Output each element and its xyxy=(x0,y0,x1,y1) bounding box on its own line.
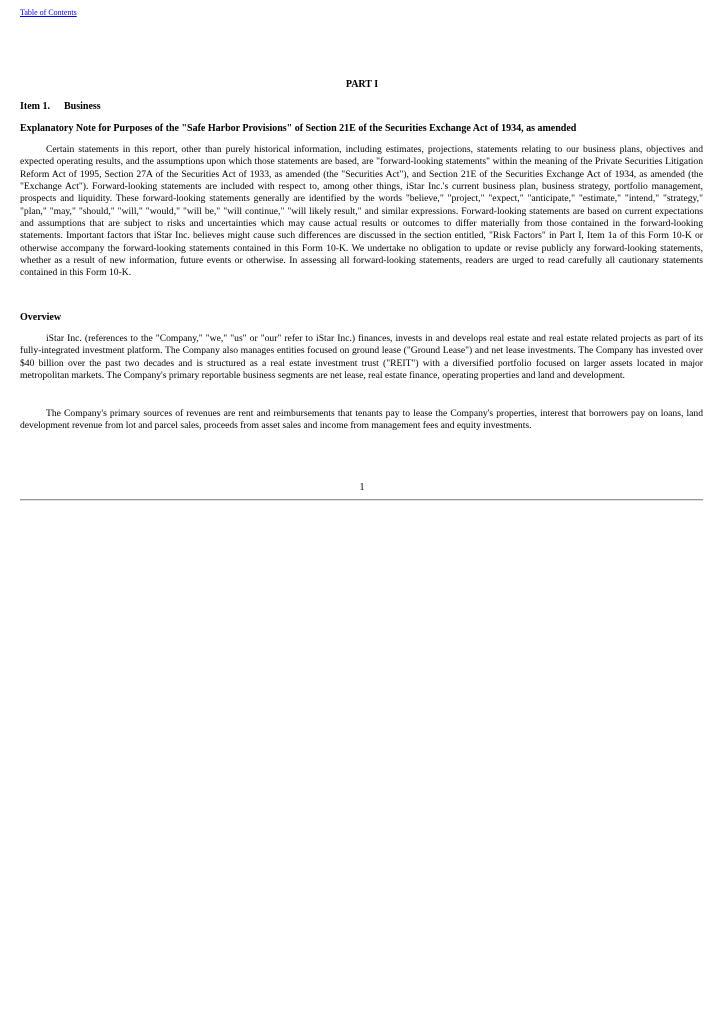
explanatory-note-heading: Explanatory Note for Purposes of the "Safe Harbor Provisions" of Section 21E of the Securities Exchange Act of 1934, as amended xyxy=(20,123,577,134)
overview-paragraph: iStar Inc. (references to the "Company," "we," "us" or "our" refer to iStar Inc.) finances, invests in and develops real estate and real estate related projects as part of its fully-integrated investment platform. The Company also manages entities focused on ground lease ("Ground Lease") and net lease investments. The Company has invested over $40 billion over the past two decades and is structured as a real estate investment trust ("REIT") with a diversified portfolio focused on larger assets located in major metropolitan markets. The Company's primary reportable business segments are net lease, real estate finance, operating properties and land and development. xyxy=(20,333,703,382)
table-of-contents-link[interactable]: Table of Contents xyxy=(20,8,77,17)
item-heading xyxy=(20,101,101,112)
page-number: 1 xyxy=(359,482,365,493)
forward-looking-paragraph: Certain statements in this report, other than purely historical information, including estimates, projections, statements relating to our business plans, objectives and expected operating results, and the assumptions upon which those statements are based, are "forward-looking statements" within the meaning of the Private Securities Litigation Reform Act of 1995, Section 27A of the Securities Act of 1933, as amended (the "Securities Act"), and Section 21E of the Securities Exchange Act of 1934, as amended (the "Exchange Act"). Forward-looking statements are included with respect to, among other things, iStar Inc.'s current business plan, business strategy, portfolio management, prospects and liquidity. These forward-looking statements generally are identified by the words "believe," "project," "expect," "anticipate," "estimate," "intend," "strategy," "plan," "may," "should," "will," "would," "will be," "will continue," "will likely result," and similar expressions. Forward-looking statements are based on current expectations and assumptions that are subject to risks and uncertainties which may cause actual results or outcomes to differ materially from those contained in the forward-looking statements. Important factors that iStar Inc. believes might cause such differences are discussed in the section entitled, "Risk Factors" in Part I, Item 1a of this Form 10-K or otherwise accompany the forward-looking statements contained in this Form 10-K. We undertake no obligation to update or revise publicly any forward-looking statements, whether as a result of new information, future events or otherwise. In assessing all forward-looking statements, readers are urged to read carefully all cautionary statements contained in this Form 10-K. xyxy=(20,144,703,279)
revenue-sources-paragraph: The Company's primary sources of revenues are rent and reimbursements that tenants pay to lease the Company's properties, interest that borrowers pay on loans, land development revenue from lot and parcel sales, proceeds from asset sales and income from management fees and equity investments. xyxy=(20,408,703,432)
item-number: Item 1. xyxy=(20,101,50,112)
overview-heading: Overview xyxy=(20,312,62,323)
item-title: Business xyxy=(64,101,101,112)
page-divider xyxy=(20,499,703,501)
part-title: PART I xyxy=(345,79,379,90)
